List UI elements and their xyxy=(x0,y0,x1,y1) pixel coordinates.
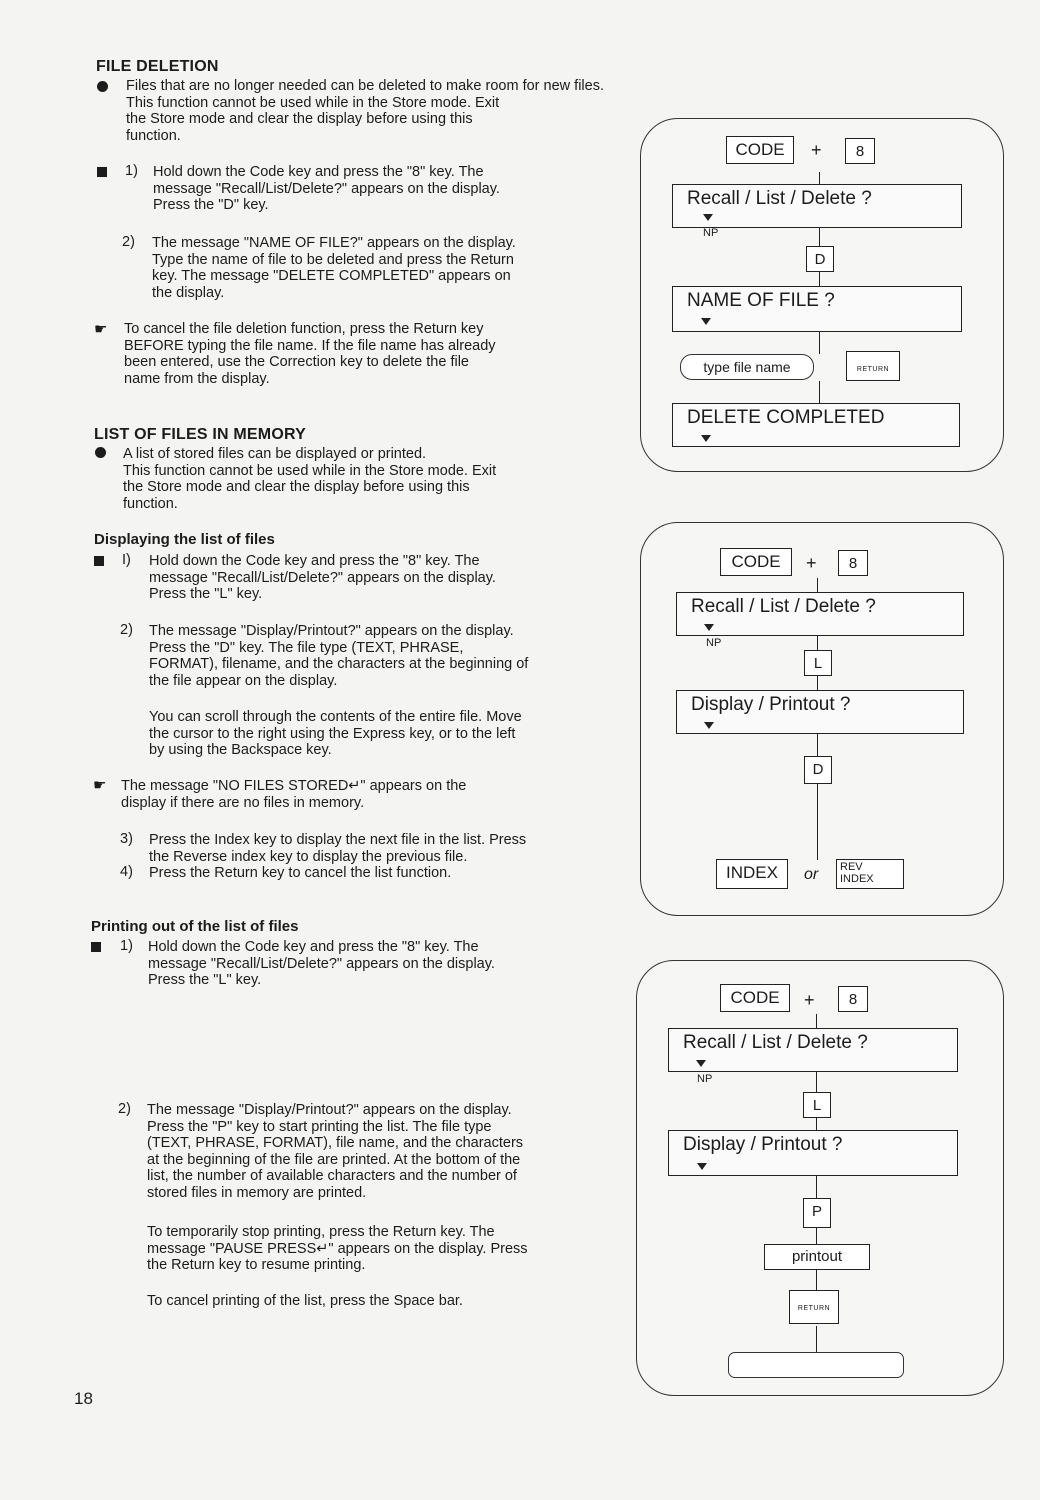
flow-line xyxy=(816,1014,817,1028)
flow-line xyxy=(817,676,818,690)
plus-sign: + xyxy=(804,990,815,1010)
file-deletion-step-1: Hold down the Code key and press the "8" key. The message "Recall/List/Delete?" appears on the display. Press the "D" key. xyxy=(153,164,500,213)
printing-step-2: The message "Display/Printout?" appears on the display. Press the "P" key to start printing the list. The file type (TEXT, PHRASE, FORMAT), file name, and the characters at the beginning of the file are printed. At the bottom of the list, the number of available characters and the number of stored files in memory are printed. xyxy=(147,1102,524,1201)
flow-line xyxy=(816,1270,817,1290)
display-display-printout: Display / Printout ? xyxy=(668,1130,958,1176)
printing-pause: To temporarily stop printing, press the Return key. The message "PAUSE PRESS↵" appears on the display. Press the Return key to resume printing. xyxy=(147,1224,528,1273)
return-key: RETURN xyxy=(846,351,900,381)
step-number: 2) xyxy=(120,622,133,638)
index-key: INDEX xyxy=(716,859,788,889)
flow-line xyxy=(816,1228,817,1244)
flow-line xyxy=(819,272,820,286)
flow-line xyxy=(816,1176,817,1198)
cursor-icon xyxy=(704,722,714,729)
displaying-step-3: Press the Index key to display the next file in the list. Press the Reverse index key to display the previous file. xyxy=(149,832,527,865)
display-recall-list-delete: Recall / List / Delete ? xyxy=(676,592,964,636)
file-deletion-step-2: The message "NAME OF FILE?" appears on the display. Type the name of file to be deleted and press the Return key. The message "DELETE COMPLETED" appears on the display. xyxy=(152,235,516,301)
eight-key: 8 xyxy=(838,550,868,576)
code-key: CODE xyxy=(720,984,790,1012)
flow-line xyxy=(817,784,818,860)
step-number: 3) xyxy=(120,831,133,847)
display-delete-completed: DELETE COMPLETED xyxy=(672,403,960,447)
return-key: RETURN xyxy=(789,1290,839,1324)
list-files-intro: A list of stored files can be displayed or printed. This function cannot be used while in the Store mode. Exit the Store mode and clear the display before using this function. xyxy=(123,446,497,512)
l-key: L xyxy=(804,650,832,676)
np-label: NP xyxy=(706,637,722,649)
flow-line xyxy=(819,172,820,184)
plus-sign: + xyxy=(811,140,822,160)
cursor-icon xyxy=(703,214,713,221)
display-recall-list-delete: Recall / List / Delete ? xyxy=(668,1028,958,1072)
printing-step-1: Hold down the Code key and press the "8" key. The message "Recall/List/Delete?" appears on the display. Press the "L" key. xyxy=(148,939,495,988)
printing-cancel: To cancel printing of the list, press the Space bar. xyxy=(147,1293,463,1309)
page-number: 18 xyxy=(74,1389,93,1408)
type-file-name-box: type file name xyxy=(680,354,814,380)
pointing-hand-icon: ☛ xyxy=(93,777,107,794)
step-number: 2) xyxy=(118,1101,131,1117)
flow-line xyxy=(817,578,818,592)
blank-display xyxy=(728,1352,904,1378)
flow-line xyxy=(819,228,820,246)
cursor-icon xyxy=(701,318,711,325)
file-deletion-title: FILE DELETION xyxy=(96,58,219,75)
cursor-icon xyxy=(696,1060,706,1067)
flow-line xyxy=(817,636,818,650)
step-number: I) xyxy=(122,552,131,568)
plus-sign: + xyxy=(806,553,817,573)
pointing-hand-icon: ☛ xyxy=(94,321,108,338)
displaying-step-4: Press the Return key to cancel the list function. xyxy=(149,865,452,881)
flow-line xyxy=(816,1072,817,1092)
np-label: NP xyxy=(697,1073,713,1085)
d-key: D xyxy=(806,246,834,272)
round-bullet-icon xyxy=(97,81,108,92)
displaying-note: The message "NO FILES STORED↵" appears on the display if there are no files in memory. xyxy=(121,778,467,811)
step-number: 1) xyxy=(125,163,138,179)
or-label: or xyxy=(804,866,819,883)
file-deletion-note: To cancel the file deletion function, press the Return key BEFORE typing the file name. If the file name has already been entered, use the Correction key to delete the file name from the display. xyxy=(124,321,496,387)
step-number: 2) xyxy=(122,234,135,250)
print-list-diagram xyxy=(636,960,1004,1396)
displaying-step-2: The message "Display/Printout?" appears on the display. Press the "D" key. The file type (TEXT, PHRASE, FORMAT), filename, and the characters at the beginning of the file appear on the display. xyxy=(149,623,529,689)
display-name-of-file: NAME OF FILE ? xyxy=(672,286,962,332)
step-number: 4) xyxy=(120,864,133,880)
displaying-title: Displaying the list of files xyxy=(94,531,275,548)
flow-line xyxy=(819,381,820,403)
step-number: 1) xyxy=(120,938,133,954)
square-bullet-icon xyxy=(91,942,101,952)
flow-line xyxy=(819,332,820,354)
l-key: L xyxy=(803,1092,831,1118)
cursor-icon xyxy=(701,435,711,442)
square-bullet-icon xyxy=(94,556,104,566)
displaying-step-1: Hold down the Code key and press the "8" key. The message "Recall/List/Delete?" appears on the display. Press the "L" key. xyxy=(149,553,496,602)
cursor-icon xyxy=(704,624,714,631)
eight-key: 8 xyxy=(838,986,868,1012)
p-key: P xyxy=(803,1198,831,1228)
cursor-icon xyxy=(697,1163,707,1170)
d-key: D xyxy=(804,756,832,784)
flow-line xyxy=(817,734,818,756)
printing-title: Printing out of the list of files xyxy=(91,918,299,935)
code-key: CODE xyxy=(720,548,792,576)
eight-key: 8 xyxy=(845,138,875,164)
file-deletion-intro: Files that are no longer needed can be deleted to make room for new files. This function cannot be used while in the Store mode. Exit the Store mode and clear the display before using this function. xyxy=(126,78,604,144)
flow-line xyxy=(816,1326,817,1352)
rev-index-key: REV INDEX xyxy=(836,859,904,889)
round-bullet-icon xyxy=(95,447,106,458)
list-files-title: LIST OF FILES IN MEMORY xyxy=(94,426,307,443)
square-bullet-icon xyxy=(97,167,107,177)
code-key: CODE xyxy=(726,136,794,164)
flow-line xyxy=(816,1118,817,1130)
display-recall-list-delete: Recall / List / Delete ? xyxy=(672,184,962,228)
np-label: NP xyxy=(703,227,719,239)
display-display-printout: Display / Printout ? xyxy=(676,690,964,734)
printout-box: printout xyxy=(764,1244,870,1270)
displaying-scroll: You can scroll through the contents of the entire file. Move the cursor to the right using the Express key, or to the left by using the Backspace key. xyxy=(149,709,522,758)
